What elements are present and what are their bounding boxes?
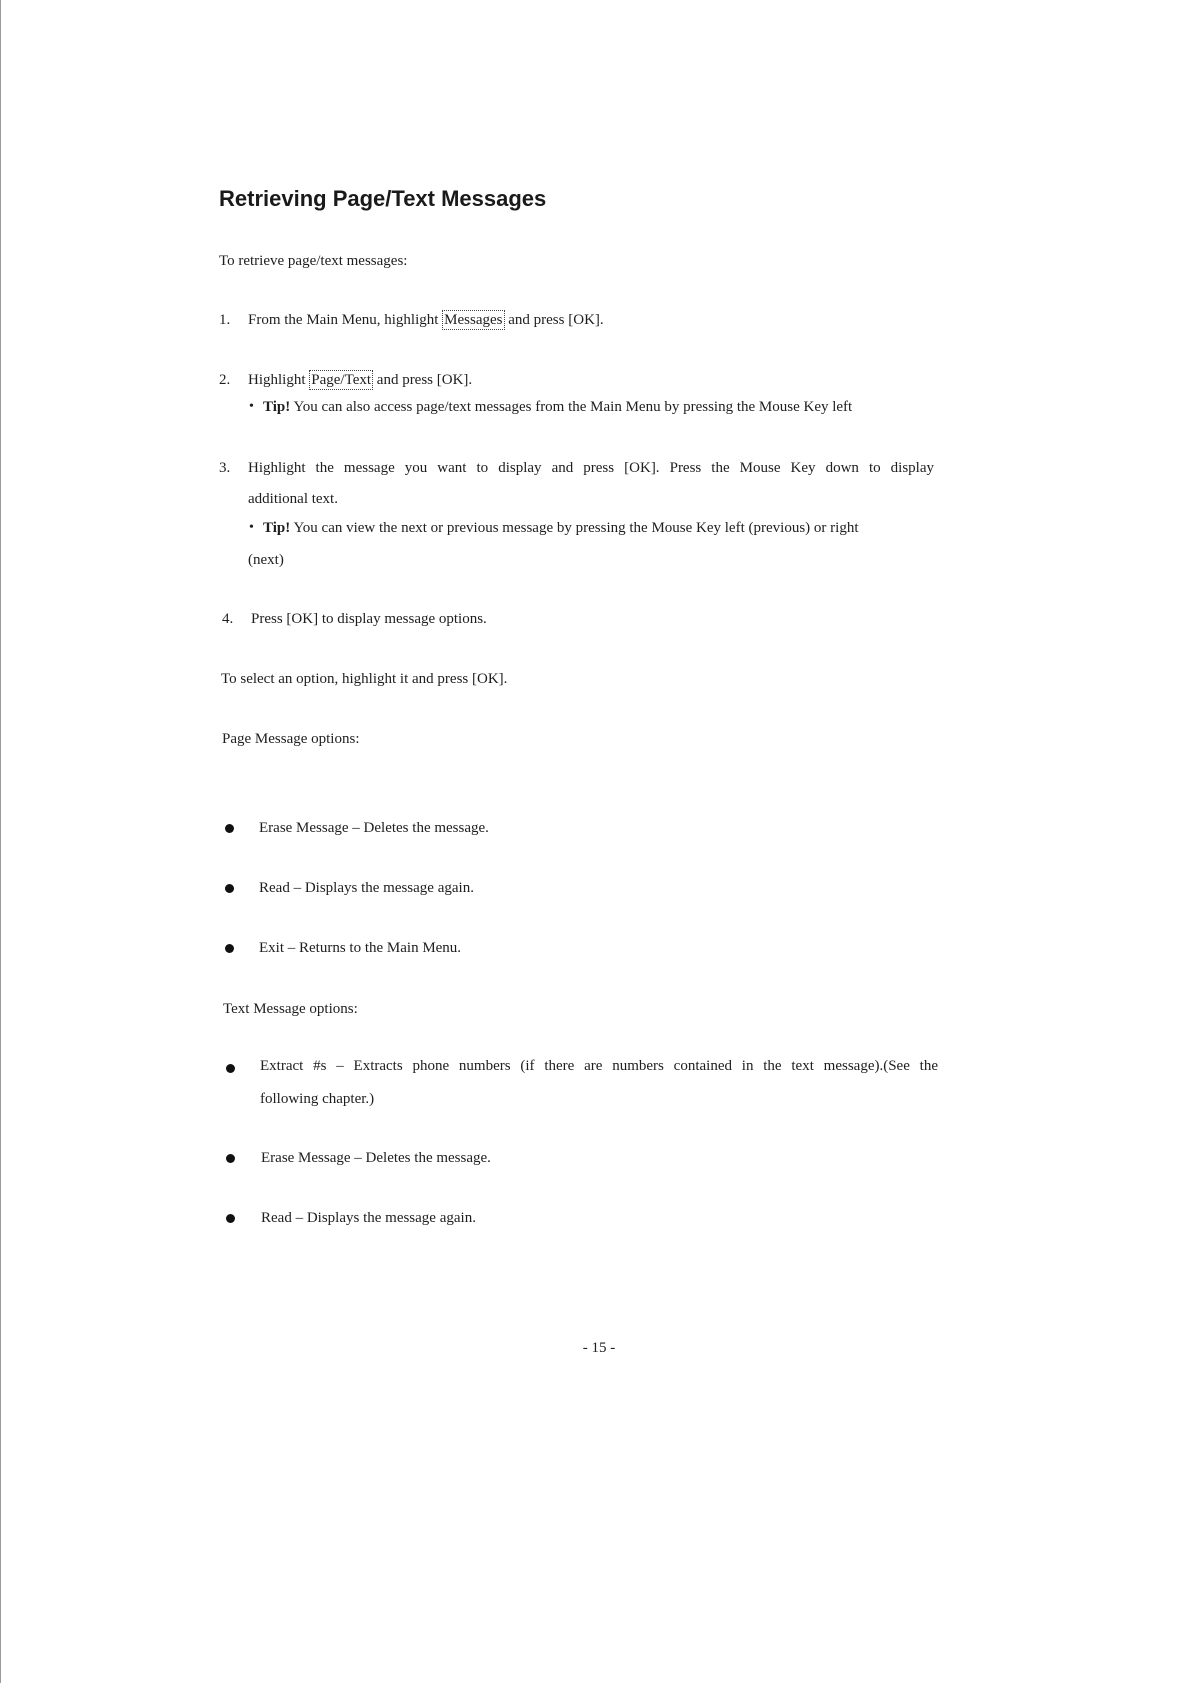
step-4-number: 4.: [222, 611, 234, 627]
tip-1-label: Tip!: [263, 399, 291, 415]
step-2-pre: Highlight: [248, 372, 306, 388]
page-text-menu-item: Page/Text: [311, 372, 372, 388]
text-option-erase: Erase Message – Deletes the message.: [261, 1150, 491, 1166]
tip-1-dot-icon: •: [249, 399, 254, 414]
bullet-icon: [225, 824, 234, 833]
intro-text: To retrieve page/text messages:: [219, 253, 408, 269]
bullet-icon: [226, 1064, 235, 1073]
bullet-icon: [225, 944, 234, 953]
page-option-exit: Exit – Returns to the Main Menu.: [259, 940, 462, 956]
tip-2: [263, 518, 858, 538]
step-3-line-2: additional text.: [248, 491, 338, 507]
bullet-icon: [226, 1154, 235, 1163]
tip-2-dot-icon: •: [249, 520, 254, 535]
step-2-post: and press [OK].: [376, 372, 473, 388]
page-edge-line: [0, 0, 1, 1683]
step-3-line-1: Highlight the message you want to display and press [OK]. Press the Mouse Key down to display: [248, 460, 934, 476]
text-option-extract-line-1: Extract #s – Extracts phone numbers (if there are numbers contained in the text message).(See the: [260, 1058, 938, 1074]
select-option-text: To select an option, highlight it and press [OK].: [221, 671, 508, 687]
page-title: Retrieving Page/Text Messages: [219, 186, 547, 211]
step-1-post: and press [OK].: [508, 312, 604, 328]
step-3-number: 3.: [219, 460, 231, 476]
tip-2-text: You can view the next or previous message by pressing the Mouse Key left (previous) or right: [293, 520, 859, 536]
tip-2-label: Tip!: [263, 520, 291, 536]
page-option-read: Read – Displays the message again.: [259, 880, 474, 896]
bullet-icon: [225, 884, 234, 893]
step-1-number: 1.: [219, 312, 231, 328]
step-4-text: Press [OK] to display message options.: [251, 611, 487, 627]
step-2-number: 2.: [219, 372, 231, 388]
step-1-pre: From the Main Menu, highlight: [248, 312, 439, 328]
text-option-extract-line-2: following chapter.): [260, 1091, 375, 1107]
text-option-read: Read – Displays the message again.: [261, 1210, 476, 1226]
tip-2-line-2: (next): [248, 552, 284, 568]
page-options-heading: Page Message options:: [222, 731, 360, 747]
messages-menu-item: Messages: [444, 312, 503, 328]
text-options-heading: Text Message options:: [223, 1001, 358, 1017]
tip-1: [263, 397, 852, 417]
tip-1-text: You can also access page/text messages from the Main Menu by pressing the Mouse Key left: [293, 399, 853, 415]
page-number: - 15 -: [582, 1340, 616, 1356]
step-2-text: [248, 370, 472, 390]
page-option-erase: Erase Message – Deletes the message.: [259, 820, 489, 836]
bullet-icon: [226, 1214, 235, 1223]
step-1-text: [248, 310, 604, 330]
